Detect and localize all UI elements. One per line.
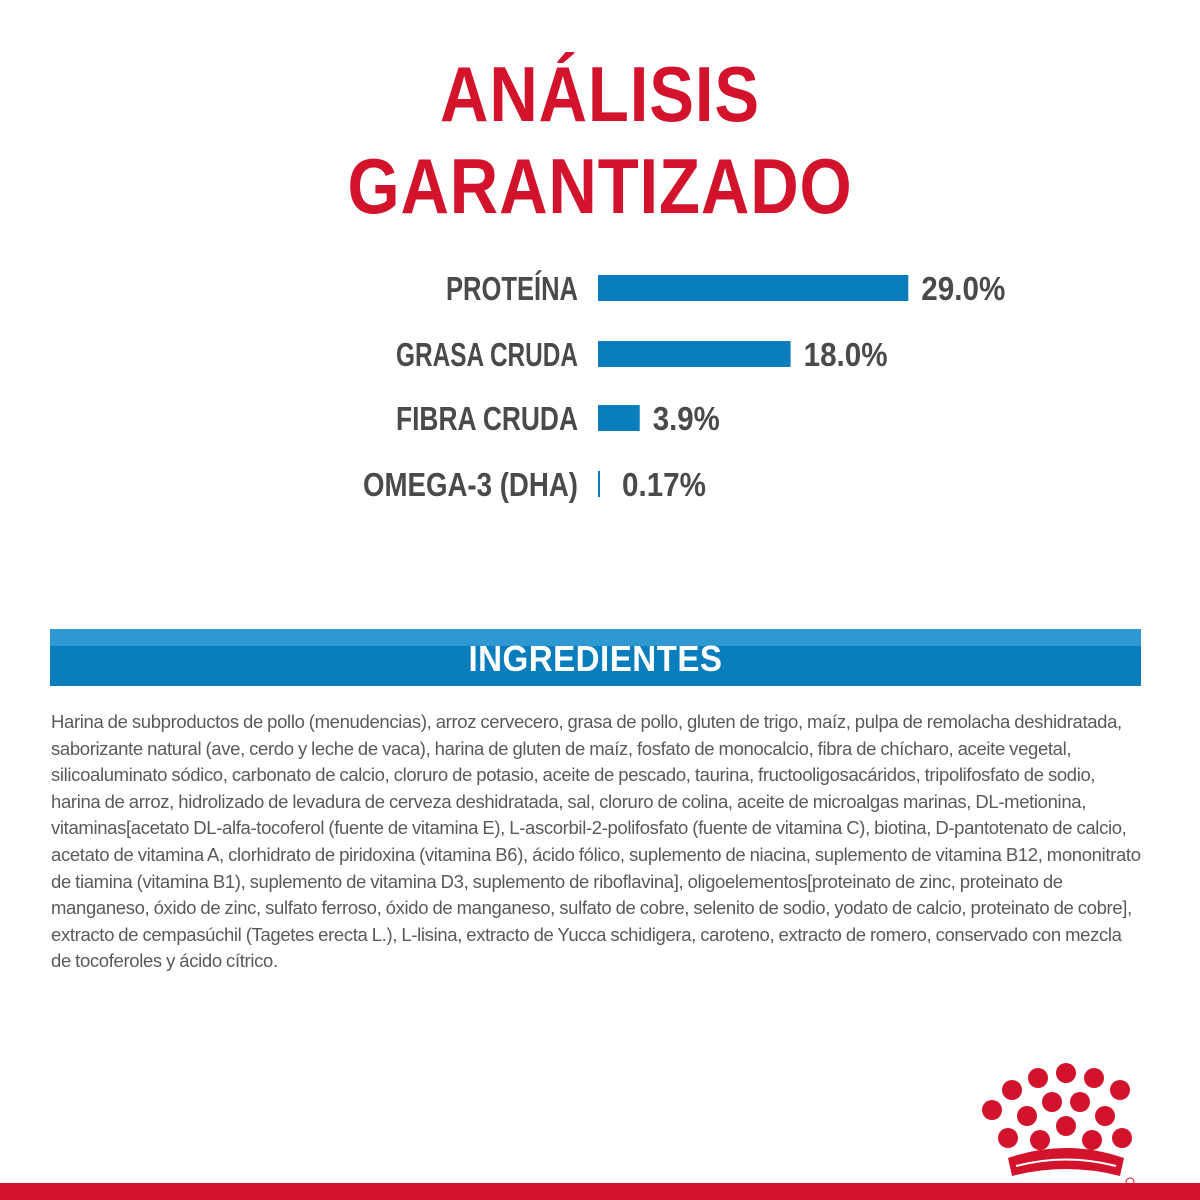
bar — [598, 275, 908, 301]
category-label: FIBRA CRUDA — [396, 400, 578, 437]
title-line-2: GARANTIZADO — [347, 142, 853, 230]
bar — [598, 471, 600, 497]
bottom-accent-bar — [0, 1183, 1200, 1200]
guaranteed-analysis-chart — [0, 255, 1200, 515]
ingredients-header — [50, 629, 1141, 686]
category-label: OMEGA-3 (DHA) — [363, 466, 578, 503]
ingredients-text: Harina de subproductos de pollo (menudencias), arroz cervecero, grasa de pollo, gluten de trigo, maíz, pulpa de remolacha deshidratada, saborizante natural (ave, cerdo y leche de vaca), harina de gluten de maíz, fosfato de monocalcio, fibra de chícharo, aceite vegetal, silicoaluminato sódico, carbonato de calcio, cloruro de potasio, aceite de pescado, taurina, fructooligosacáridos, tripolifosfato de sodio, harina de arroz, hidrolizado de levadura de cerveza deshidratada, sal, cloruro de colina, aceite de microalgas marinas, DL-metionina, vitaminas[acetato DL-alfa-tocoferol (fuente de vitamina E), L-ascorbil-2-polifosfato (fuente de vitamina C), biotina, D-pantotenato de calcio, acetato de vitamina A, clorhidrato de piridoxina (vitamina B6), ácido fólico, suplemento de niacina, suplemento de vitamina B12, mononitrato de tiamina (vitamina B1), suplemento de vitamina D3, suplemento de riboflavina], oligoelementos[proteinato de zinc, proteinato de manganeso, óxido de zinc, sulfato ferroso, óxido de manganeso, sulfato de cobre, selenito de sodio, yodato de calcio, proteinato de cobre], extracto de cempasúchil (Tagetes erecta L.), L-lisina, extracto de Yucca schidigera, caroteno, extracto de romero, conservado con mezcla de tocoferoles y ácido cítrico. — [51, 711, 1141, 972]
value-label: 3.9% — [652, 400, 720, 437]
ingredients-heading: INGREDIENTES — [468, 638, 723, 679]
bar — [598, 405, 640, 431]
category-label: GRASA CRUDA — [396, 336, 578, 373]
value-label: 0.17% — [622, 466, 706, 503]
value-label: 29.0% — [921, 270, 1006, 307]
value-label: 18.0% — [803, 336, 888, 373]
bar — [598, 341, 791, 367]
title-line-1: ANÁLISIS — [440, 50, 760, 138]
royal-canin-crown-icon — [980, 1058, 1140, 1188]
page-title — [84, 48, 1116, 232]
category-label: PROTEÍNA — [446, 270, 578, 307]
